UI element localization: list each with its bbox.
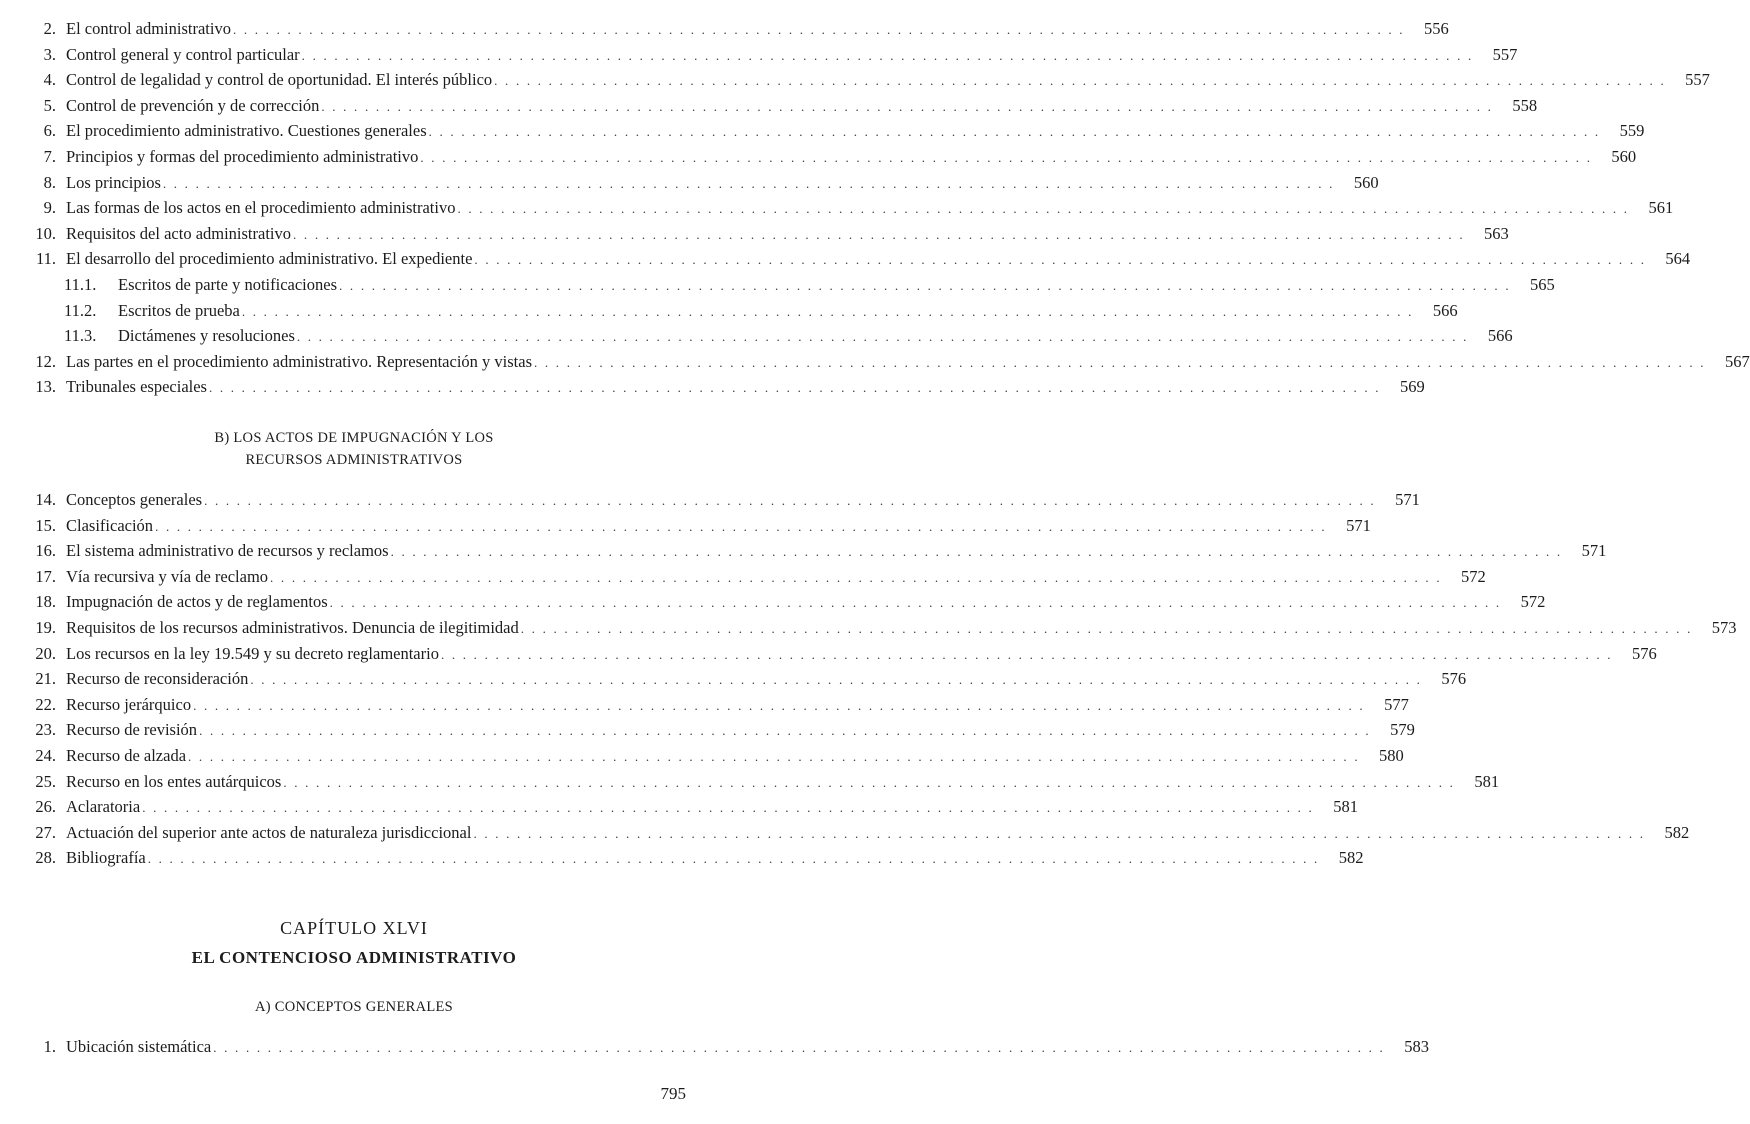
toc-subitems: [20, 272, 1555, 349]
dot-leader: [283, 770, 1455, 796]
entry-number: 8.: [43, 172, 56, 192]
entry-number: 1.: [43, 1037, 56, 1056]
entry-title: Recurso de revisión: [66, 720, 198, 740]
toc-entry: [20, 615, 1737, 641]
entry-number: 24.: [35, 745, 56, 765]
entry-page-number: 572: [1520, 592, 1546, 612]
entry-number: 25.: [35, 771, 56, 791]
toc-entry: [20, 195, 1674, 221]
entry-page-number: 559: [1619, 121, 1645, 141]
entry-title: Las partes en el procedimiento administrativo. Representación y vistas: [66, 351, 532, 371]
dot-leader: [233, 17, 1405, 43]
dot-leader: [330, 590, 1502, 616]
entry-page-number: 576: [1631, 643, 1657, 663]
dot-leader: [391, 539, 1563, 565]
entry-title: Dictámenes y resoluciones: [118, 326, 295, 346]
entry-page-number: 581: [1333, 797, 1358, 817]
dot-leader: [429, 119, 1601, 145]
entry-number: 11.1.: [64, 275, 97, 294]
entry-title: Ubicación sistemática: [66, 1037, 212, 1056]
entry-page-number: 556: [1423, 19, 1449, 38]
entry-title: Control de prevención y de corrección: [66, 95, 320, 115]
chapter-label: CAPÍTULO XLVI: [280, 918, 428, 938]
entry-title: Tribunales especiales: [66, 377, 207, 397]
dot-leader: [193, 693, 1365, 719]
toc-section-contencioso: [20, 1034, 1429, 1060]
entry-title: Requisitos de los recursos administrativos. Denuncia de ilegitimidad: [66, 617, 519, 637]
entry-number: 13.: [35, 377, 56, 397]
dot-leader: [297, 324, 1469, 350]
toc-entry: [20, 374, 1425, 400]
entry-number: 11.: [35, 249, 56, 269]
entry-number: 10.: [35, 223, 56, 243]
entry-page-number: 571: [1395, 490, 1420, 509]
toc-subentry: [20, 323, 1513, 349]
dot-leader: [339, 273, 1511, 299]
entry-page-number: 566: [1487, 326, 1513, 346]
entry-number: 18.: [35, 592, 56, 612]
toc-entry: [20, 769, 1500, 795]
dot-leader: [142, 795, 1314, 821]
section-heading-b-line1: B) LOS ACTOS DE IMPUGNACIÓN Y LOS: [214, 430, 494, 446]
dot-leader: [242, 299, 1414, 325]
entry-title: Clasificación: [66, 515, 154, 535]
toc-entry: [20, 692, 1409, 718]
entry-number: 7.: [43, 146, 56, 166]
entry-title: Impugnación de actos y de reglamentos: [66, 592, 328, 612]
entry-page-number: 557: [1685, 70, 1710, 90]
entry-page-number: 581: [1474, 771, 1500, 791]
entry-number: 5.: [43, 95, 56, 115]
toc-entry: [20, 845, 1364, 871]
dot-leader: [521, 616, 1693, 642]
entry-title: Requisitos del acto administrativo: [66, 223, 292, 243]
dot-leader: [209, 375, 1381, 401]
toc-entry: [20, 170, 1379, 196]
toc-subentry: [20, 298, 1458, 324]
entry-number: 19.: [35, 617, 56, 637]
dot-leader: [321, 94, 1493, 120]
entry-title: Conceptos generales: [66, 490, 203, 509]
entry-title: Los principios: [66, 172, 161, 192]
dot-leader: [474, 247, 1646, 273]
entry-page-number: 564: [1665, 249, 1691, 269]
toc-entry: [20, 589, 1546, 615]
entry-number: 16.: [35, 541, 56, 561]
entry-page-number: 561: [1648, 198, 1674, 218]
chapter-title: EL CONTENCIOSO ADMINISTRATIVO: [191, 948, 517, 967]
entry-page-number: 572: [1461, 566, 1486, 586]
entry-title: Las formas de los actos en el procedimiento administrativo: [66, 198, 456, 218]
entry-title: El control administrativo: [66, 19, 231, 38]
entry-page-number: 580: [1379, 745, 1404, 765]
entry-title: Escritos de prueba: [118, 300, 240, 320]
dot-leader: [199, 718, 1371, 744]
toc-entry: [20, 820, 1690, 846]
entry-number: 14.: [35, 490, 56, 509]
entry-number: 26.: [35, 797, 56, 817]
entry-page-number: 583: [1404, 1037, 1429, 1056]
entry-number: 3.: [43, 44, 56, 64]
entry-title: Principios y formas del procedimiento administrativo: [66, 146, 419, 166]
entry-page-number: 569: [1399, 377, 1425, 397]
entry-page-number: 560: [1611, 146, 1637, 166]
entry-page-number: 558: [1512, 95, 1538, 115]
toc-entry: [20, 513, 1371, 539]
entry-page-number: 571: [1346, 515, 1371, 535]
dot-leader: [188, 744, 1360, 770]
toc-entry: [20, 349, 1750, 375]
section-heading-b-line2: RECURSOS ADMINISTRATIVOS: [245, 452, 463, 468]
toc-entry: [20, 16, 1449, 42]
entry-title: Recurso en los entes autárquicos: [66, 771, 282, 791]
entry-page-number: 573: [1711, 617, 1737, 637]
section-heading-a: A) CONCEPTOS GENERALES: [254, 999, 454, 1015]
toc-entry: [20, 118, 1645, 144]
dot-leader: [494, 68, 1666, 94]
entry-title: Control general y control particular: [66, 44, 300, 64]
entry-number: 9.: [43, 198, 56, 218]
entry-page-number: 557: [1492, 44, 1518, 64]
dot-leader: [473, 821, 1645, 847]
entry-number: 6.: [43, 121, 56, 141]
toc-entry: [20, 641, 1657, 667]
toc-entry: [20, 538, 1607, 564]
entry-number: 23.: [35, 720, 56, 740]
toc-entry: [20, 743, 1404, 769]
entry-page-number: 565: [1530, 275, 1555, 294]
entry-page-number: 579: [1390, 720, 1415, 740]
toc-entry: [20, 564, 1486, 590]
entry-title: Bibliografía: [66, 848, 146, 868]
entry-title: Actuación del superior ante actos de naturaleza jurisdiccional: [66, 822, 472, 842]
entry-number: 11.3.: [64, 326, 97, 346]
toc-entry: [20, 93, 1538, 119]
dot-leader: [270, 565, 1442, 591]
dot-leader: [163, 171, 1335, 197]
entry-page-number: 560: [1353, 172, 1379, 192]
entry-title: Recurso de alzada: [66, 745, 187, 765]
entry-page-number: 582: [1664, 822, 1690, 842]
entry-title: El procedimiento administrativo. Cuestiones generales: [66, 121, 427, 141]
entry-title: Recurso jerárquico: [66, 694, 192, 714]
entry-page-number: 566: [1432, 300, 1458, 320]
entry-number: 21.: [35, 669, 56, 689]
toc-section-recursos: [20, 487, 1737, 871]
toc-entry: [20, 67, 1710, 93]
entry-number: 20.: [35, 643, 56, 663]
toc-subentry: [20, 272, 1555, 298]
entry-title: Aclaratoria: [66, 797, 141, 817]
dot-leader: [420, 145, 1592, 171]
dot-leader: [302, 43, 1474, 69]
toc-entry: [20, 666, 1467, 692]
toc-section-procedure-end: [20, 349, 1750, 400]
entry-number: 28.: [35, 848, 56, 868]
dot-leader: [148, 846, 1320, 872]
entry-number: 11.2.: [64, 300, 97, 320]
entry-title: El desarrollo del procedimiento administrativo. El expediente: [66, 249, 473, 269]
entry-page-number: 582: [1338, 848, 1364, 868]
entry-title: Vía recursiva y vía de reclamo: [66, 566, 269, 586]
toc-entry: [20, 246, 1691, 272]
entry-title: Control de legalidad y control de oportunidad. El interés público: [66, 70, 493, 90]
dot-leader: [441, 642, 1613, 668]
toc-entry: [20, 487, 1420, 513]
toc-entry: [20, 717, 1415, 743]
entry-page-number: 577: [1384, 694, 1409, 714]
entry-number: 15.: [35, 515, 56, 535]
dot-leader: [293, 222, 1465, 248]
entry-page-number: 571: [1581, 541, 1607, 561]
dot-leader: [250, 667, 1422, 693]
entry-number: 27.: [35, 822, 56, 842]
toc-entry: [20, 221, 1509, 247]
entry-title: Escritos de parte y notificaciones: [118, 275, 338, 294]
page-number: 795: [660, 1084, 686, 1103]
entry-number: 17.: [35, 566, 56, 586]
entry-title: Los recursos en la ley 19.549 y su decreto reglamentario: [66, 643, 439, 663]
toc-entry: [20, 42, 1518, 68]
toc-entry: [20, 794, 1358, 820]
toc-section-procedure: [20, 16, 1710, 272]
entry-number: 2.: [43, 19, 56, 38]
entry-number: 4.: [43, 70, 56, 90]
dot-leader: [155, 514, 1327, 540]
dot-leader: [534, 350, 1706, 376]
dot-leader: [204, 488, 1376, 514]
toc-entry: [20, 1034, 1429, 1060]
dot-leader: [457, 196, 1629, 222]
entry-page-number: 567: [1725, 351, 1750, 371]
entry-title: El sistema administrativo de recursos y reclamos: [66, 541, 389, 561]
toc-entry: [20, 144, 1637, 170]
entry-page-number: 563: [1484, 223, 1509, 243]
entry-number: 22.: [35, 694, 56, 714]
dot-leader: [213, 1035, 1385, 1061]
entry-title: Recurso de reconsideración: [66, 669, 249, 689]
entry-page-number: 576: [1441, 669, 1467, 689]
entry-number: 12.: [35, 351, 56, 371]
